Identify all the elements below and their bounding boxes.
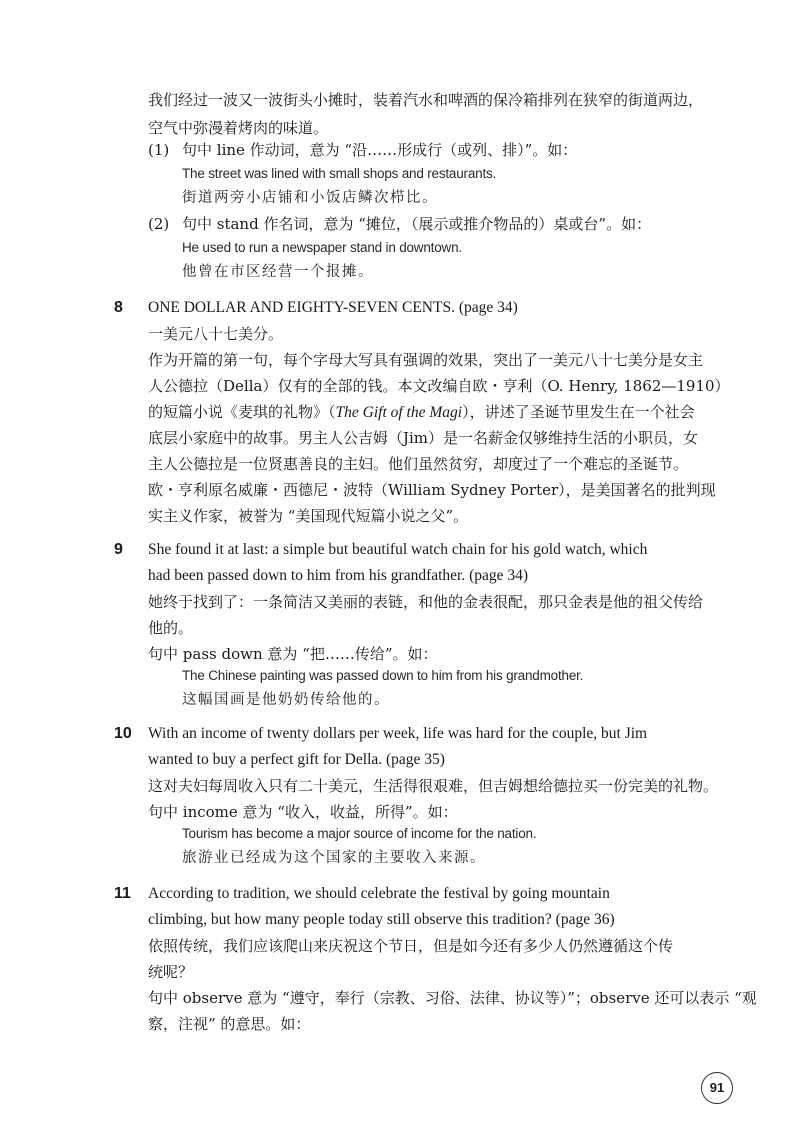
intro-zh-line-1: 我们经过一波又一波街头小摊时，装着汽水和啤酒的保冷箱排列在狭窄的街道两边， [148, 91, 704, 109]
item-explanation-line [148, 402, 695, 423]
example-en-line: Tourism has become a major source of income for the nation. [182, 826, 537, 841]
item-explanation-line: 人公德拉（Della）仅有的全部的钱。本文改编自欧・亨利（O. Henry, 1862—1910） [148, 377, 730, 395]
item-note: 察，注视” 的意思。如： [148, 1015, 311, 1033]
item-number: 11 [114, 885, 131, 902]
item-translation-zh: 依照传统，我们应该爬山来庆祝这个节日，但是如今还有多少人仍然遵循这个传 [148, 937, 674, 955]
item-number: 9 [114, 541, 123, 558]
item-sentence-en: With an income of twenty dollars per week, life was hard for the couple, but Jim [148, 725, 648, 742]
item-number: 8 [114, 299, 123, 316]
item-explanation-line: 主人公德拉是一位贤惠善良的主妇。他们虽然贫穷，却度过了一个难忘的圣诞节。 [148, 455, 689, 473]
item-explanation-line: 欧・亨利原名威廉・西德尼・波特（William Sydney Porter），是美国著名的批判现 [148, 481, 716, 499]
example-zh-line: 旅游业已经成为这个国家的主要收入来源。 [182, 850, 486, 866]
item-translation-zh: 统呢？ [148, 963, 194, 981]
sub-note-1: 句中 line 作动词，意为 “沿……形成行（或列、排）”。如： [182, 141, 578, 159]
item-translation-zh: 这对夫妇每周收入只有二十美元，生活得很艰难，但吉姆想给德拉买一份完美的礼物。 [148, 777, 719, 795]
item-explanation-line: 作为开篇的第一句，每个字母大写具有强调的效果，突出了一美元八十七美分是女主 [148, 351, 704, 369]
item-explanation-line: 底层小家庭中的故事。男主人公吉姆（Jim）是一名薪金仅够维持生活的小职员，女 [148, 429, 699, 447]
explanation-text: 的短篇小说《麦琪的礼物》（ [148, 403, 336, 421]
example-en-line: The Chinese painting was passed down to him from his grandmother. [182, 668, 584, 683]
item-sentence-en: She found it at last: a simple but beautiful watch chain for his gold watch, which [148, 541, 648, 558]
example-zh-line: 他曾在市区经营一个报摊。 [182, 264, 374, 280]
explanation-text: ），讲述了圣诞节里发生在一个社会 [462, 403, 695, 421]
sub-note-2: 句中 stand 作名词，意为 “摊位，（展示或推介物品的）桌或台”。如： [182, 215, 652, 233]
example-zh-line: 街道两旁小店铺和小饭店鳞次栉比。 [182, 190, 438, 206]
example-zh-line: 这幅国画是他奶奶传给他的。 [182, 692, 390, 708]
item-translation-zh: 她终于找到了：一条简洁又美丽的表链，和他的金表很配，那只金表是他的祖父传给 [148, 593, 704, 611]
item-number: 10 [114, 725, 132, 742]
item-sentence-en: ONE DOLLAR AND EIGHTY-SEVEN CENTS. (page 34) [148, 299, 518, 316]
example-en-line: The street was lined with small shops and restaurants. [182, 166, 497, 181]
item-note: 句中 income 意为 “收入，收益，所得”。如： [148, 803, 458, 821]
page-number-badge: 91 [701, 1072, 733, 1104]
item-sentence-en: According to tradition, we should celebrate the festival by going mountain [148, 885, 610, 902]
item-note: 句中 observe 意为 “遵守，奉行（宗教、习俗、法律、协议等）”；observe 还可以表示 “观 [148, 989, 757, 1007]
item-translation-zh: 他的。 [148, 619, 194, 637]
book-title-italic: The Gift of the Magi [335, 404, 463, 421]
item-translation-zh: 一美元八十七美分。 [148, 325, 284, 343]
item-sentence-en: wanted to buy a perfect gift for Della. (page 35) [148, 751, 445, 768]
item-sentence-en: climbing, but how many people today still observe this tradition? (page 36) [148, 911, 615, 928]
example-en-line: He used to run a newspaper stand in downtown. [182, 240, 462, 255]
sub-marker-2: (2) [148, 215, 170, 233]
sub-marker-1: (1) [148, 141, 170, 159]
item-note: 句中 pass down 意为 “把……传给”。如： [148, 645, 438, 663]
item-explanation-line: 实主义作家，被誉为 “美国现代短篇小说之父”。 [148, 507, 469, 525]
intro-zh-line-2: 空气中弥漫着烤肉的味道。 [148, 119, 329, 137]
item-sentence-en: had been passed down to him from his grandfather. (page 34) [148, 567, 529, 584]
